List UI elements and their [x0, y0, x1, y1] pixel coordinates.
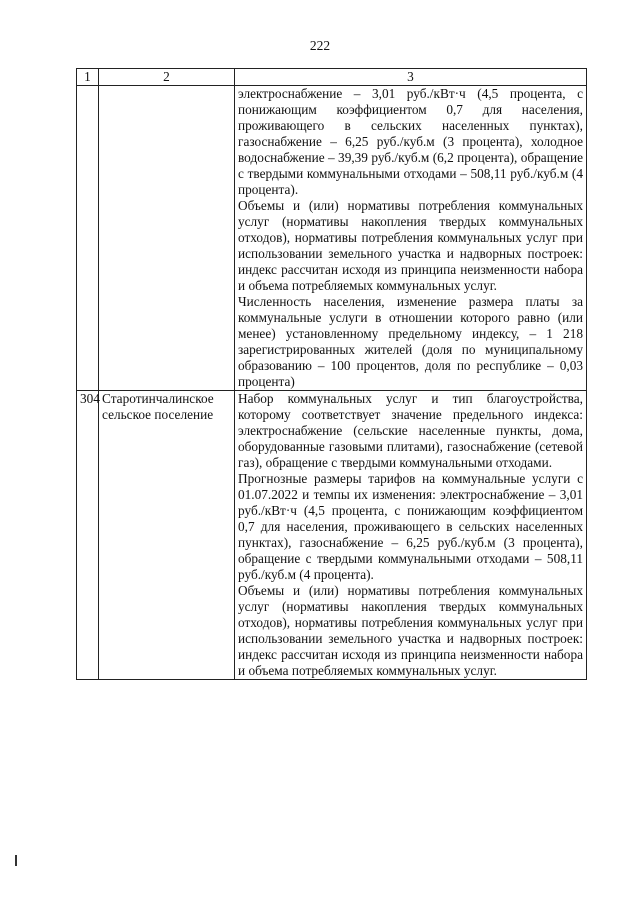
row-number: 304 — [77, 391, 99, 680]
description-cell — [235, 391, 587, 680]
municipality-name — [99, 86, 235, 391]
table-header-row — [77, 69, 587, 86]
table-row — [77, 86, 587, 391]
municipality-name: Старотинчалинское сельское поселение — [99, 391, 235, 680]
description-paragraph: Набор коммунальных услуг и тип благоустройства, которому соответствует значение предельного индекса: электроснабжение (сельские населенные пункты, дома, оборудованные газовыми плитами), газоснабжение (сетевой газ), обращение с твердыми коммунальными отходами. — [238, 391, 583, 470]
page-number: 222 — [309, 38, 331, 53]
column-header-1: 1 — [77, 69, 99, 86]
column-header-2: 2 — [99, 69, 235, 86]
description-cell — [235, 86, 587, 391]
column-header-3: 3 — [235, 69, 587, 86]
row-number — [77, 86, 99, 391]
description-paragraph: Численность населения, изменение размера платы за коммунальные услуги в отношении которого равно (или менее) установленному предельному индексу, – 1 218 зарегистрированных жителей (доля по муниципальному образованию – 100 процентов, доля по республике – 0,03 процента) — [238, 294, 583, 389]
table-row — [77, 391, 587, 680]
description-paragraph: Прогнозные размеры тарифов на коммунальные услуги с 01.07.2022 и темпы их изменения: электроснабжение – 3,01 руб./кВт·ч (4,5 процента, с понижающим коэффициентом 0,7 для населения, проживающего в сельских населенных пунктах), газоснабжение – 6,25 руб./куб.м (3 процента), обращение с твердыми коммунальными отходами – 508,11 руб./куб.м (4 процента). — [238, 471, 583, 582]
scan-mark — [15, 855, 17, 866]
tariff-table — [76, 68, 587, 680]
description-paragraph: электроснабжение – 3,01 руб./кВт·ч (4,5 процента, с понижающим коэффициентом 0,7 для населения, проживающего в сельских населенных пунктах), газоснабжение – 6,25 руб./куб.м (3 процента), холодное водоснабжение – 39,39 руб./куб.м (6,2 процента), обращение с твердыми коммунальными отходами – 508,11 руб./куб.м (4 процента). — [238, 86, 583, 197]
description-paragraph: Объемы и (или) нормативы потребления коммунальных услуг (нормативы накопления твердых коммунальных отходов), нормативы потребления коммунальных услуг при использовании земельного участка и надворных построек: индекс рассчитан исходя из принципа неизменности набора и объема потребляемых коммунальных услуг. — [238, 198, 583, 293]
description-paragraph: Объемы и (или) нормативы потребления коммунальных услуг (нормативы накопления твердых коммунальных отходов), нормативы потребления коммунальных услуг при использовании земельного участка и надворных построек: индекс рассчитан исходя из принципа неизменности набора и объема потребляемых коммунальных услуг. — [238, 583, 583, 678]
